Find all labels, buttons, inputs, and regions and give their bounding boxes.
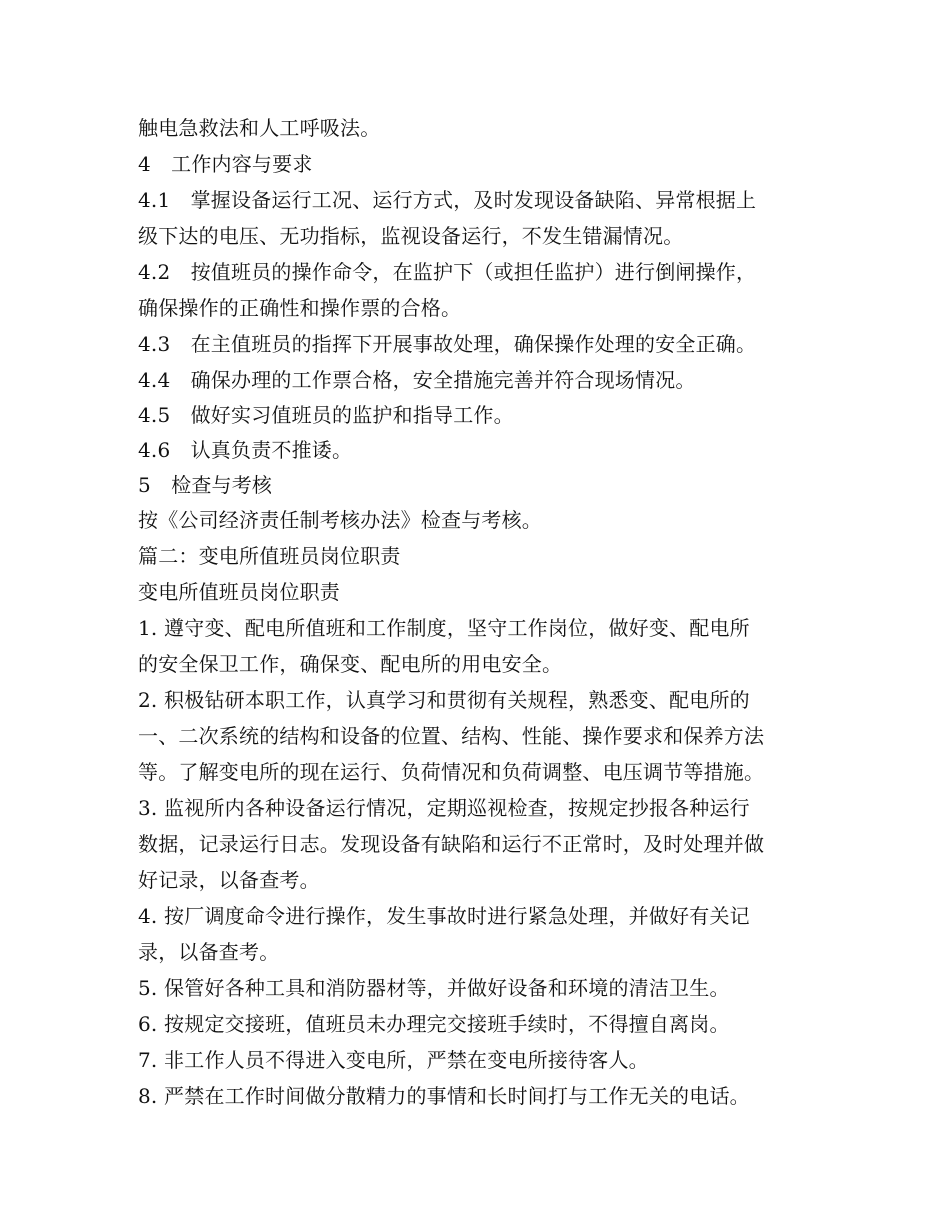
text-line: 2. 积极钻研本职工作，认真学习和贯彻有关规程，熟悉变、配电所的 [138,688,750,712]
text-line: 7. 非工作人员不得进入变电所，严禁在变电所接待客人。 [138,1048,649,1072]
text-line: 4.6 认真负责不推诿。 [138,438,353,462]
chapter-title: 篇二：变电所值班员岗位职责 [138,544,401,568]
text-line: 4.3 在主值班员的指挥下开展事故处理，确保操作处理的安全正确。 [138,332,757,356]
text-line: 按《公司经济责任制考核办法》检查与考核。 [138,508,542,532]
text-line: 4.5 做好实习值班员的监护和指导工作。 [138,403,514,427]
text-line: 4.4 确保办理的工作票合格，安全措施完善并符合现场情况。 [138,368,696,392]
text-line: 4.2 按值班员的操作命令，在监护下（或担任监护）进行倒闸操作， [138,260,757,284]
text-line: 1. 遵守变、配电所值班和工作制度，坚守工作岗位，做好变、配电所 [138,616,750,640]
section-heading: 4 工作内容与要求 [138,152,313,176]
text-line: 触电急救法和人工呼吸法。 [138,116,381,140]
text-line: 录，以备查考。 [138,940,280,964]
text-line: 数据，记录运行日志。发现设备有缺陷和运行不正常时，及时处理并做 [138,832,765,856]
text-line: 5. 保管好各种工具和消防器材等，并做好设备和环境的清洁卫生。 [138,976,730,1000]
text-line: 等。了解变电所的现在运行、负荷情况和负荷调整、电压调节等措施。 [138,760,765,784]
section-heading: 5 检查与考核 [138,473,273,497]
text-line: 4. 按厂调度命令进行操作，发生事故时进行紧急处理，并做好有关记 [138,904,750,928]
subsection-title: 变电所值班员岗位职责 [138,580,340,604]
text-line: 级下达的电压、无功指标，监视设备运行，不发生错漏情况。 [138,224,684,248]
text-line: 8. 严禁在工作时间做分散精力的事情和长时间打与工作无关的电话。 [138,1084,750,1108]
text-line: 3. 监视所内各种设备运行情况，定期巡视检查，按规定抄报各种运行 [138,796,750,820]
text-line: 一、二次系统的结构和设备的位置、结构、性能、操作要求和保养方法 [138,724,765,748]
text-line: 4.1 掌握设备运行工况、运行方式，及时发现设备缺陷、异常根据上 [138,188,757,212]
text-line: 好记录，以备查考。 [138,868,320,892]
text-line: 确保操作的正确性和操作票的合格。 [138,296,462,320]
text-line: 6. 按规定交接班，值班员未办理完交接班手续时，不得擅自离岗。 [138,1012,730,1036]
text-line: 的安全保卫工作，确保变、配电所的用电安全。 [138,652,563,676]
